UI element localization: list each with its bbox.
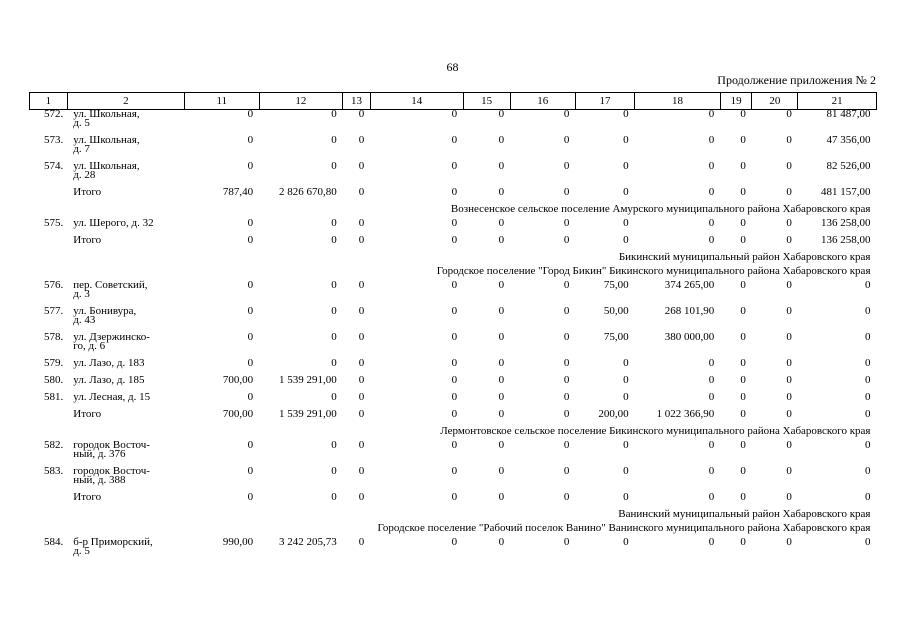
address-line: Итого [73,234,102,246]
value-cell-col-17: 0 [623,160,629,172]
value-cell-col-11: 0 [247,391,254,403]
address-cell [67,110,184,137]
value-cell-col-12: 0 [331,391,337,403]
value-cell-col-11: 0 [247,465,254,477]
column-header: 20 [752,93,798,110]
value-cell-col-21: 0 [865,536,871,548]
value-cell-col-21: 0 [865,491,871,503]
section-heading: Бикинский муниципальный район Хабаровского края [618,251,871,263]
value-cell-col-18: 268 101,90 [664,305,715,317]
value-cell-col-15: 0 [498,491,505,503]
value-cell-col-20: 0 [786,408,792,420]
value-cell-col-15: 0 [498,331,505,343]
address-line-2: ный, д. 376 [73,448,126,460]
section-heading: Лермонтовское сельское поселение Бикинского муниципального района Хабаровского края [440,425,871,437]
value-cell-col-17: 0 [623,134,629,146]
value-cell-col-12: 0 [331,134,337,146]
value-cell-col-15: 0 [498,134,505,146]
value-cell-col-16: 0 [563,160,570,172]
value-cell-col-20: 0 [786,305,792,317]
value-cell-col-13: 0 [358,186,365,198]
value-cell-col-16: 0 [563,491,570,503]
column-header: 14 [370,93,463,110]
value-cell-col-19: 0 [740,108,746,120]
address-line: ул. Бонивура, [73,305,137,317]
value-cell-col-14: 0 [451,331,458,343]
row-number [30,188,68,205]
value-cell-col-13: 0 [358,279,365,291]
value-cell-col-15: 0 [498,108,505,120]
value-cell-col-21: 0 [865,439,871,451]
value-cell-col-12: 3 242 205,73 [279,536,337,548]
value-cell-col-15: 0 [498,234,505,246]
value-cell-col-18: 0 [708,536,715,548]
address-cell [67,236,184,253]
value-cell-col-18: 0 [708,491,715,503]
value-cell-col-17: 0 [623,491,629,503]
value-cell-col-17: 0 [623,217,629,229]
value-cell-col-19: 0 [740,491,746,503]
address-line: Итого [73,186,102,198]
value-cell-col-21: 0 [865,465,871,477]
address-line: ул. Лазо, д. 183 [73,357,145,369]
value-cell-col-17: 0 [623,374,629,386]
column-header: 18 [635,93,721,110]
value-cell-col-12: 2 826 670,80 [279,186,337,198]
table-row [30,307,877,333]
value-cell-col-21: 0 [865,357,871,369]
value-cell-col-19: 0 [740,305,746,317]
page-number: 68 [446,60,459,74]
column-header: 19 [720,93,752,110]
value-cell-col-13: 0 [358,305,365,317]
value-cell-col-11: 787,40 [222,186,254,198]
value-cell-col-14: 0 [451,408,458,420]
value-cell-col-19: 0 [740,465,746,477]
table-row [30,162,877,188]
address-line: Итого [73,491,102,503]
value-cell-col-15: 0 [498,160,505,172]
value-cell-col-19: 0 [740,186,746,198]
section-heading: Ванинский муниципальный район Хабаровского края [618,508,871,520]
address-cell [67,467,184,493]
value-cell-col-11: 0 [247,160,254,172]
address-cell [67,493,184,510]
value-cell-col-14: 0 [451,160,458,172]
value-cell-col-20: 0 [786,357,792,369]
column-header: 21 [798,93,877,110]
value-cell-col-12: 0 [331,305,337,317]
value-cell-col-13: 0 [358,391,365,403]
column-header: 15 [463,93,510,110]
row-number: 580. [44,374,64,386]
value-cell-col-15: 0 [498,217,505,229]
value-cell-col-12: 0 [331,279,337,291]
value-cell-col-13: 0 [358,134,365,146]
address-line: ул. Дзержинско- [73,331,150,343]
value-cell-col-16: 0 [563,186,570,198]
value-cell-col-16: 0 [563,357,570,369]
value-cell-col-18: 0 [708,186,715,198]
value-cell-col-21: 136 258,00 [821,234,871,246]
value-cell-col-20: 0 [786,536,792,548]
address-line: Итого [73,408,102,420]
value-cell-col-18: 0 [708,465,715,477]
row-number: 576. [44,279,64,291]
value-cell-col-12: 0 [331,108,337,120]
value-cell-col-11: 0 [247,279,254,291]
value-cell-col-21: 47 356,00 [826,134,871,146]
address-cell [67,441,184,467]
value-cell-col-21: 82 526,00 [826,160,871,172]
row-number: 583. [44,465,64,477]
value-cell-col-14: 0 [451,305,458,317]
value-cell-col-15: 0 [498,536,505,548]
value-cell-col-14: 0 [451,217,458,229]
value-cell-col-15: 0 [498,186,505,198]
address-line-2: д. 7 [73,143,90,155]
value-cell-col-12: 0 [331,234,337,246]
value-cell-col-19: 0 [740,217,746,229]
value-cell-col-18: 374 265,00 [664,279,715,291]
value-cell-col-11: 700,00 [222,374,254,386]
value-cell-col-16: 0 [563,217,570,229]
value-cell-col-16: 0 [563,391,570,403]
value-cell-col-13: 0 [358,217,365,229]
column-header: 16 [510,93,575,110]
value-cell-col-14: 0 [451,186,458,198]
value-cell-col-20: 0 [786,391,792,403]
value-cell-col-13: 0 [358,439,365,451]
value-cell-col-20: 0 [786,134,792,146]
value-cell-col-21: 81 487,00 [826,108,871,120]
address-line: городок Восточ- [73,465,150,477]
value-cell-col-13: 0 [358,465,365,477]
value-cell-col-20: 0 [786,186,792,198]
address-cell [67,136,184,162]
value-cell-col-17: 0 [623,357,629,369]
address-line: ул. Школьная, [73,134,140,146]
column-header: 12 [259,93,343,110]
value-cell-col-19: 0 [740,234,746,246]
value-cell-col-17: 0 [623,536,629,548]
table-row [30,136,877,162]
value-cell-col-16: 0 [563,536,570,548]
address-cell [67,410,184,427]
value-cell-col-16: 0 [563,279,570,291]
value-cell-col-14: 0 [451,391,458,403]
value-cell-col-12: 0 [331,357,337,369]
value-cell-col-17: 200,00 [598,408,629,420]
table-row [30,467,877,493]
address-line: ул. Шерого, д. 32 [73,217,154,229]
value-cell-col-21: 0 [865,374,871,386]
data-table [29,92,877,564]
value-cell-col-11: 990,00 [222,536,254,548]
value-cell-col-20: 0 [786,234,792,246]
value-cell-col-13: 0 [358,331,365,343]
value-cell-col-18: 0 [708,374,715,386]
value-cell-col-19: 0 [740,374,746,386]
row-number: 574. [44,160,64,172]
value-cell-col-18: 0 [708,439,715,451]
value-cell-col-14: 0 [451,374,458,386]
value-cell-col-12: 0 [331,331,337,343]
value-cell-col-13: 0 [358,357,365,369]
value-cell-col-19: 0 [740,357,746,369]
column-header: 1 [30,93,68,110]
address-cell [67,333,184,359]
value-cell-col-15: 0 [498,439,505,451]
address-cell [67,162,184,188]
address-line: ул. Лесная, д. 15 [73,391,151,403]
value-cell-col-12: 0 [331,465,337,477]
value-cell-col-21: 0 [865,391,871,403]
address-line-2: го, д. 6 [73,340,106,352]
value-cell-col-16: 0 [563,305,570,317]
value-cell-col-16: 0 [563,134,570,146]
value-cell-col-13: 0 [358,536,365,548]
value-cell-col-11: 0 [247,108,254,120]
value-cell-col-20: 0 [786,331,792,343]
row-number: 582. [44,439,64,451]
value-cell-col-20: 0 [786,491,792,503]
address-cell [67,307,184,333]
value-cell-col-11: 700,00 [222,408,254,420]
value-cell-col-21: 481 157,00 [821,186,871,198]
value-cell-col-18: 0 [708,357,715,369]
column-header: 17 [575,93,634,110]
value-cell-col-16: 0 [563,234,570,246]
value-cell-col-14: 0 [451,134,458,146]
value-cell-col-17: 0 [623,234,629,246]
value-cell-col-13: 0 [358,374,365,386]
value-cell-col-15: 0 [498,465,505,477]
address-line: пер. Советский, [73,279,148,291]
value-cell-col-12: 0 [331,160,337,172]
row-number [30,493,68,510]
row-number: 575. [44,217,64,229]
value-cell-col-18: 0 [708,160,715,172]
value-cell-col-15: 0 [498,391,505,403]
value-cell-col-13: 0 [358,234,365,246]
address-line: ул. Школьная, [73,160,140,172]
value-cell-col-17: 0 [623,108,629,120]
value-cell-col-19: 0 [740,331,746,343]
table-row [30,110,877,137]
row-number: 577. [44,305,64,317]
value-cell-col-16: 0 [563,331,570,343]
row-number: 573. [44,134,64,146]
value-cell-col-20: 0 [786,108,792,120]
value-cell-col-18: 0 [708,134,715,146]
value-cell-col-18: 0 [708,234,715,246]
value-cell-col-13: 0 [358,160,365,172]
row-number [30,236,68,253]
value-cell-col-19: 0 [740,279,746,291]
section-heading: Городское поселение "Рабочий поселок Ванино" Ванинского муниципального района Хабаровского края [377,522,871,534]
value-cell-col-11: 0 [247,439,254,451]
address-line-2: д. 5 [73,117,90,129]
table-row [30,333,877,359]
row-number: 581. [44,391,64,403]
value-cell-col-17: 0 [623,465,629,477]
value-cell-col-13: 0 [358,491,365,503]
value-cell-col-20: 0 [786,439,792,451]
value-cell-col-19: 0 [740,408,746,420]
table-row [30,441,877,467]
value-cell-col-18: 380 000,00 [664,331,715,343]
value-cell-col-11: 0 [247,357,254,369]
column-header: 11 [185,93,259,110]
address-cell [67,281,184,307]
value-cell-col-21: 0 [865,305,871,317]
value-cell-col-17: 50,00 [603,305,629,317]
value-cell-col-17: 0 [623,439,629,451]
value-cell-col-20: 0 [786,279,792,291]
value-cell-col-15: 0 [498,357,505,369]
value-cell-col-18: 0 [708,391,715,403]
value-cell-col-21: 0 [865,408,871,420]
value-cell-col-11: 0 [247,305,254,317]
value-cell-col-15: 0 [498,305,505,317]
value-cell-col-13: 0 [358,408,365,420]
value-cell-col-11: 0 [247,134,254,146]
value-cell-col-11: 0 [247,331,254,343]
value-cell-col-20: 0 [786,160,792,172]
value-cell-col-12: 1 539 291,00 [279,374,337,386]
value-cell-col-16: 0 [563,465,570,477]
address-line: ул. Школьная, [73,108,140,120]
address-line-2: д. 43 [73,314,96,326]
value-cell-col-17: 75,00 [603,331,629,343]
value-cell-col-13: 0 [358,108,365,120]
value-cell-col-17: 0 [623,391,629,403]
value-cell-col-21: 0 [865,279,871,291]
table-body [30,110,877,565]
value-cell-col-20: 0 [786,374,792,386]
value-cell-col-14: 0 [451,439,458,451]
column-header: 13 [343,93,371,110]
row-number: 579. [44,357,64,369]
value-cell-col-19: 0 [740,391,746,403]
address-cell [67,188,184,205]
value-cell-col-16: 0 [563,374,570,386]
value-cell-col-14: 0 [451,465,458,477]
value-cell-col-19: 0 [740,439,746,451]
value-cell-col-14: 0 [451,491,458,503]
value-cell-col-14: 0 [451,279,458,291]
value-cell-col-20: 0 [786,217,792,229]
row-number: 584. [44,536,64,548]
address-line: городок Восточ- [73,439,150,451]
value-cell-col-14: 0 [451,536,458,548]
value-cell-col-14: 0 [451,234,458,246]
value-cell-col-18: 1 022 366,90 [656,408,715,420]
value-cell-col-19: 0 [740,160,746,172]
value-cell-col-12: 1 539 291,00 [279,408,337,420]
column-header: 2 [67,93,184,110]
value-cell-col-15: 0 [498,408,505,420]
row-number: 578. [44,331,64,343]
value-cell-col-12: 0 [331,491,337,503]
address-cell [67,538,184,564]
address-line: ул. Лазо, д. 185 [73,374,145,386]
table-row [30,281,877,307]
value-cell-col-14: 0 [451,357,458,369]
address-line: б-р Приморский, [73,536,153,548]
address-line-2: ный, д. 388 [73,474,126,486]
value-cell-col-16: 0 [563,408,570,420]
value-cell-col-19: 0 [740,134,746,146]
value-cell-col-11: 0 [247,234,254,246]
value-cell-col-16: 0 [563,439,570,451]
address-line-2: д. 3 [73,288,90,300]
value-cell-col-18: 0 [708,108,715,120]
value-cell-col-16: 0 [563,108,570,120]
value-cell-col-11: 0 [247,491,254,503]
value-cell-col-21: 0 [865,331,871,343]
table-header-row [30,93,877,110]
value-cell-col-19: 0 [740,536,746,548]
address-line-2: д. 28 [73,169,96,181]
value-cell-col-17: 0 [623,186,629,198]
section-heading: Вознесенское сельское поселение Амурского муниципального района Хабаровского края [450,203,871,215]
appendix-subtitle: Продолжение приложения № 2 [717,73,876,87]
value-cell-col-11: 0 [247,217,254,229]
value-cell-col-15: 0 [498,279,505,291]
row-number: 572. [44,108,64,120]
value-cell-col-14: 0 [451,108,458,120]
row-number [30,410,68,427]
value-cell-col-17: 75,00 [603,279,629,291]
section-heading: Городское поселение "Город Бикин" Бикинского муниципального района Хабаровского края [436,265,871,277]
value-cell-col-12: 0 [331,217,337,229]
table-row [30,538,877,564]
address-line-2: д. 5 [73,545,90,557]
value-cell-col-15: 0 [498,374,505,386]
value-cell-col-20: 0 [786,465,792,477]
value-cell-col-18: 0 [708,217,715,229]
value-cell-col-12: 0 [331,439,337,451]
value-cell-col-21: 136 258,00 [821,217,871,229]
